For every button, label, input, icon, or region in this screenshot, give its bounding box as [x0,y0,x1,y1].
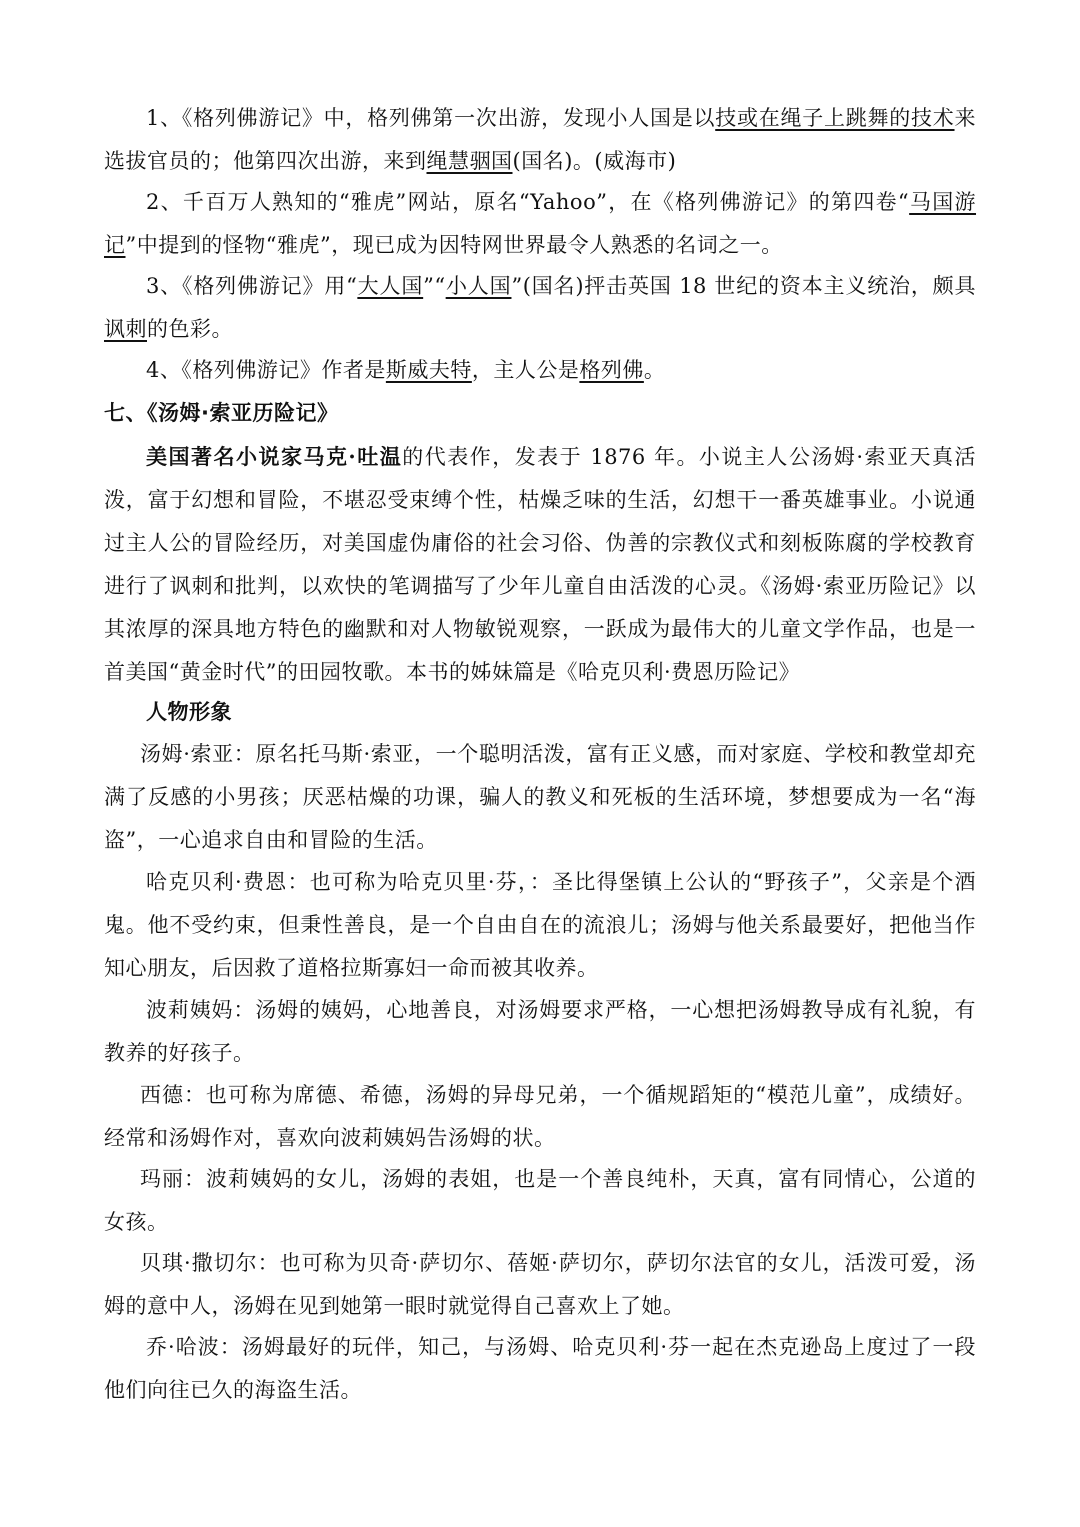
item-4 [104,349,976,392]
section-intro [104,435,976,694]
item-3-answer-1: 大人国 [357,274,424,298]
item-3-answer-3: 讽刺 [104,317,147,341]
intro-text-a: 美国著名小说家 [146,444,304,469]
character-huck: 哈克贝利·费恩：也可称为哈克贝里·芬，：圣比得堡镇上公认的“野孩子”，父亲是个酒鬼。他不受约束，但秉性善良，是一个自由自在的流浪儿；汤姆与他关系最要好，把他当作知心朋友，后因救了道格拉斯寡妇一命而被其收养。 [104,870,976,980]
item-1-answer-2: 绳慧骃国 [426,149,513,173]
character-aunt-polly: 波莉姨妈：汤姆的姨妈，心地善良，对汤姆要求严格，一心想把汤姆教导成有礼貌，有教养的好孩子。 [104,998,976,1065]
item-2-text-a: 2、千百万人熟知的“雅虎”网站，原名“Yahoo”，在《格列佛游记》的第四卷“ [146,190,910,214]
item-3-text-c: ”(国名)抨击英国 18 世纪的资本主义统治，颇具 [511,274,977,298]
item-4-answer-1: 斯威夫特 [385,358,472,382]
item-3-text-a: 3、《格列佛游记》用“ [146,274,358,298]
item-1-answer-1: 技或在绳子上跳舞的技术 [715,106,955,130]
item-4-text-b: ，主人公是 [471,358,580,382]
item-1-text-a: 1、《格列佛游记》中，格列佛第一次出游，发现小人国是以 [146,106,716,130]
intro-author: 马克·吐温 [303,444,403,469]
intro-text-b: 的代表作，发表于 1876 年。小说主人公汤姆·索亚天真活泼，富于幻想和冒险，不堪忍受束缚个性，枯燥乏味的生活，幻想干一番英雄事业。小说通过主人公的冒险经历，对美国虚伪庸俗的社会习俗、伪善的宗教仪式和刻板陈腐的学校教育进行了讽刺和批判，以欢快的笔调描写了少年儿童自由活泼的心灵。《汤姆·索亚历险记》以其浓厚的深具地方特色的幽默和对人物敏锐观察，一跃成为最伟大的儿童文学作品，也是一首美国“黄金时代”的田园牧歌。本书的姊妹篇是《哈克贝利·费恩历险记》 [104,445,977,684]
item-4-answer-2: 格列佛 [579,358,644,382]
item-3-answer-2: 小人国 [445,274,512,298]
item-2-answer-1: 马国游记 [104,190,977,257]
item-2-text-b: ”中提到的怪物“雅虎”，现已成为因特网世界最令人熟悉的名词之一。 [125,233,783,257]
item-3-text-b: ”“ [423,274,446,298]
item-2 [104,181,976,267]
item-1-text-b: 来选拔官员的；他第四次出游，来到 [104,106,977,173]
section-heading: 七、《汤姆·索亚历险记》 [104,401,339,425]
item-1 [104,97,976,183]
characters-heading: 人物形象 [146,700,232,724]
character-tom: 汤姆·索亚：原名托马斯·索亚，一个聪明活泼，富有正义感，而对家庭、学校和教堂却充满了反感的小男孩；厌恶枯燥的功课，骗人的教义和死板的生活环境，梦想要成为一名“海盗”，一心追求自由和冒险的生活。 [104,742,976,852]
item-3-text-d: 的色彩。 [147,317,233,341]
item-4-text-c: 。 [643,358,666,382]
item-1-text-c: (国名)。(威海市) [512,149,677,173]
character-becky: 贝琪·撒切尔：也可称为贝奇·萨切尔、蓓姬·萨切尔，萨切尔法官的女儿，活泼可爱，汤姆的意中人，汤姆在见到她第一眼时就觉得自己喜欢上了她。 [104,1251,976,1318]
item-3 [104,265,976,351]
character-mary: 玛丽：波莉姨妈的女儿，汤姆的表姐，也是一个善良纯朴，天真，富有同情心，公道的女孩。 [104,1167,976,1234]
character-joe: 乔·哈波：汤姆最好的玩伴，知己，与汤姆、哈克贝利·芬一起在杰克逊岛上度过了一段他们向往已久的海盗生活。 [104,1335,976,1402]
character-sid: 西德：也可称为席德、希德，汤姆的异母兄弟，一个循规蹈矩的“模范儿童”，成绩好。经常和汤姆作对，喜欢向波莉姨妈告汤姆的状。 [104,1083,976,1150]
item-4-text-a: 4、《格列佛游记》作者是 [146,358,386,382]
